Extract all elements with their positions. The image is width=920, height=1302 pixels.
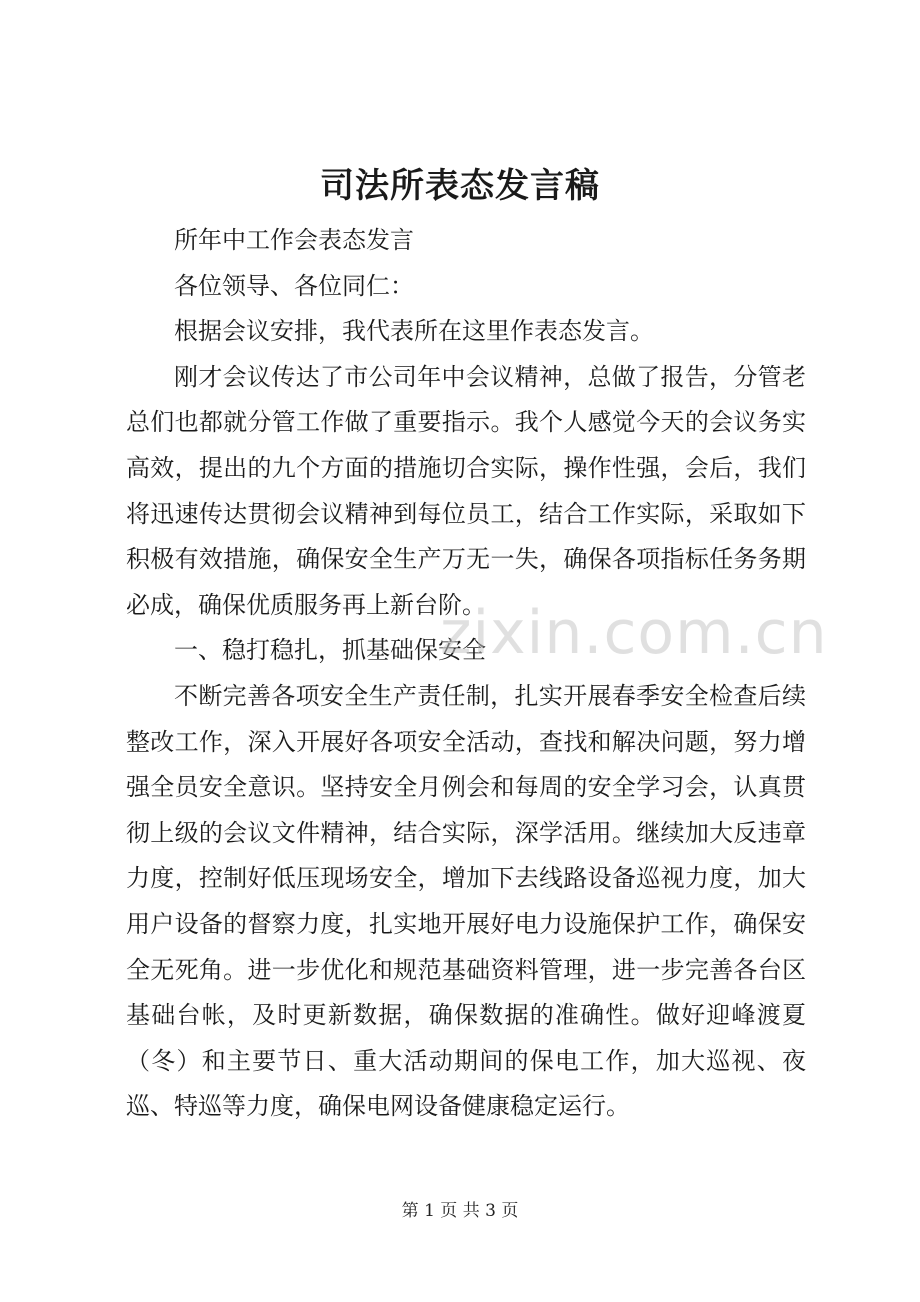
page-footer: 第 1 页 共 3 页 — [401, 1201, 519, 1221]
watermark: zixin.com.cn — [440, 598, 828, 668]
paragraph-safety: 不断完善各项安全生产责任制，扎实开展春季安全检查后续整改工作，深入开展好各项安全活动，查找和解决问题，努力增强全员安全意识。坚持安全月例会和每周的安全学习会，认真贯彻上级的会议文件精神，结合实际，深学活用。继续加大反违章力度，控制好低压现场安全，增加下去线路设备巡视力度，加大用户设备的督察力度，扎实地开展好电力设施保护工作，确保安全无死角。进一步优化和规范基础资料管理，进一步完善各台区基础台帐，及时更新数据，确保数据的准确性。做好迎峰渡夏（冬）和主要节日、重大活动期间的保电工作，加大巡视、夜巡、特巡等力度，确保电网设备健康稳定运行。 — [126, 681, 806, 1121]
section-heading-1: 一、稳打稳扎，抓基础保安全 — [174, 636, 486, 665]
document-body — [126, 218, 806, 1130]
paragraph-subtitle: 所年中工作会表态发言 — [174, 226, 414, 254]
document-title: 司法所表态发言稿 — [320, 166, 600, 206]
paragraph-summary: 刚才会议传达了市公司年中会议精神，总做了报告，分管老总们也都就分管工作做了重要指示。我个人感觉今天的会议务实高效，提出的九个方面的措施切合实际，操作性强，会后，我们将迅速传达贯彻会议精神到每位员工，结合工作实际，采取如下积极有效措施，确保安全生产万无一失，确保各项指标任务务期必成，确保优质服务再上新台阶。 — [126, 362, 806, 619]
paragraph-salutation: 各位领导、各位同仁： — [174, 271, 414, 300]
paragraph-intro: 根据会议安排，我代表所在这里作表态发言。 — [174, 317, 654, 346]
